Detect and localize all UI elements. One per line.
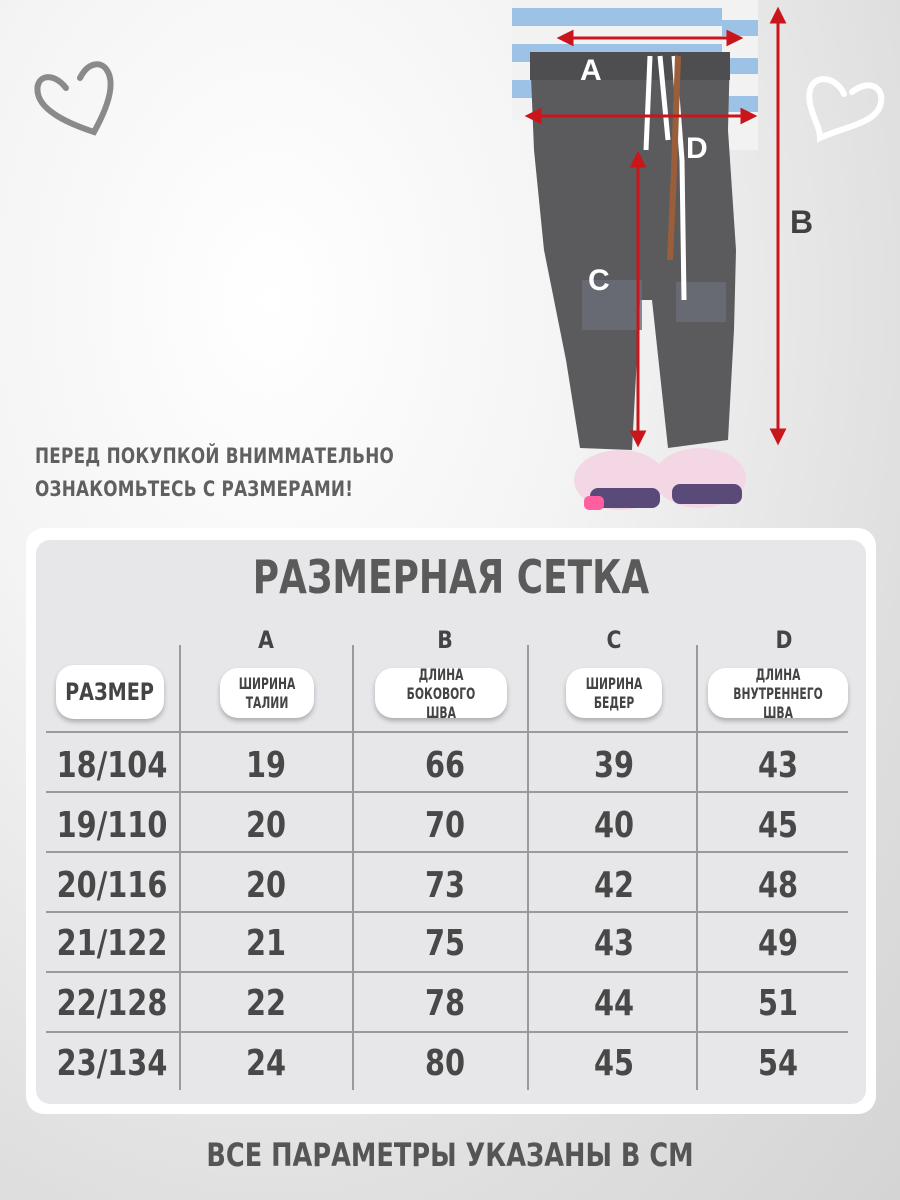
header-label-line: ШИРИНА (585, 674, 643, 693)
size-cell: 21/122 (56, 923, 168, 964)
table-divider (527, 645, 529, 1090)
column-letter-c: C (606, 626, 622, 654)
table-divider (179, 645, 181, 1090)
units-footer: ВСЕ ПАРАМЕТРЫ УКАЗАНЫ В СМ (206, 1136, 694, 1174)
measure-label-d: D (686, 132, 708, 165)
product-photo (500, 0, 800, 540)
value-cell-a: 19 (245, 745, 287, 786)
value-cell-d: 43 (757, 745, 799, 786)
measure-label-c: C (588, 264, 610, 297)
measure-label-b: B (790, 204, 814, 240)
table-divider (46, 971, 848, 973)
header-label-line: ДЛИНА (418, 664, 464, 684)
size-cell: 18/104 (56, 745, 168, 786)
size-cell: 23/134 (56, 1043, 168, 1084)
value-cell-b: 73 (424, 865, 466, 906)
table-divider (352, 645, 354, 1090)
value-cell-b: 80 (424, 1043, 466, 1084)
value-cell-b: 70 (424, 805, 466, 846)
value-cell-a: 20 (245, 805, 287, 846)
size-cell: 22/128 (56, 983, 168, 1024)
notice-line: ПЕРЕД ПОКУПКОЙ ВНИММАТЕЛЬНО (35, 444, 395, 468)
value-cell-d: 54 (757, 1043, 799, 1084)
value-cell-d: 51 (757, 983, 799, 1024)
notice-line: ОЗНАКОМЬТЕСЬ С РАЗМЕРАМИ! (35, 477, 354, 501)
value-cell-b: 66 (424, 745, 466, 786)
value-cell-a: 20 (245, 865, 287, 906)
size-header-label: РАЗМЕР (65, 678, 155, 706)
header-label-line: ДЛИНА (755, 664, 801, 684)
value-cell-c: 40 (593, 805, 635, 846)
column-letter-d: D (775, 626, 793, 654)
value-cell-c: 45 (593, 1043, 635, 1084)
table-title: РАЗМЕРНАЯ СЕТКА (252, 550, 650, 604)
heart-outline-icon (800, 66, 886, 146)
table-divider (46, 731, 848, 733)
value-cell-c: 44 (593, 983, 635, 1024)
value-cell-c: 39 (593, 745, 635, 786)
table-divider (46, 851, 848, 853)
column-header-d (708, 664, 848, 722)
header-label-line: БОКОВОГО ШВА (406, 683, 476, 722)
size-header-pill (56, 665, 164, 719)
value-cell-a: 22 (245, 983, 287, 1024)
column-letter-b: B (437, 626, 453, 654)
heart-outline-icon (30, 58, 114, 138)
header-label-line: ШИРИНА (238, 674, 296, 693)
table-divider (46, 911, 848, 913)
value-cell-c: 43 (593, 923, 635, 964)
value-cell-b: 78 (424, 983, 466, 1024)
column-header-a (220, 668, 314, 718)
header-label-line: ТАЛИИ (245, 693, 289, 712)
header-label-line: БЕДЕР (593, 693, 635, 712)
table-divider (46, 1031, 848, 1033)
value-cell-d: 45 (757, 805, 799, 846)
header-label-line: ВНУТРЕННЕГО ШВА (733, 683, 823, 722)
value-cell-b: 75 (424, 923, 466, 964)
value-cell-a: 21 (245, 923, 287, 964)
value-cell-d: 49 (757, 923, 799, 964)
size-notice (35, 440, 394, 506)
table-divider (696, 645, 698, 1090)
value-cell-a: 24 (245, 1043, 287, 1084)
size-cell: 20/116 (56, 865, 168, 906)
column-header-c (566, 668, 662, 718)
value-cell-d: 48 (757, 865, 799, 906)
column-letter-a: A (258, 626, 274, 654)
size-cell: 19/110 (56, 805, 168, 846)
measure-label-a: A (580, 54, 602, 87)
value-cell-c: 42 (593, 865, 635, 906)
table-divider (46, 791, 848, 793)
column-header-b (375, 664, 507, 722)
